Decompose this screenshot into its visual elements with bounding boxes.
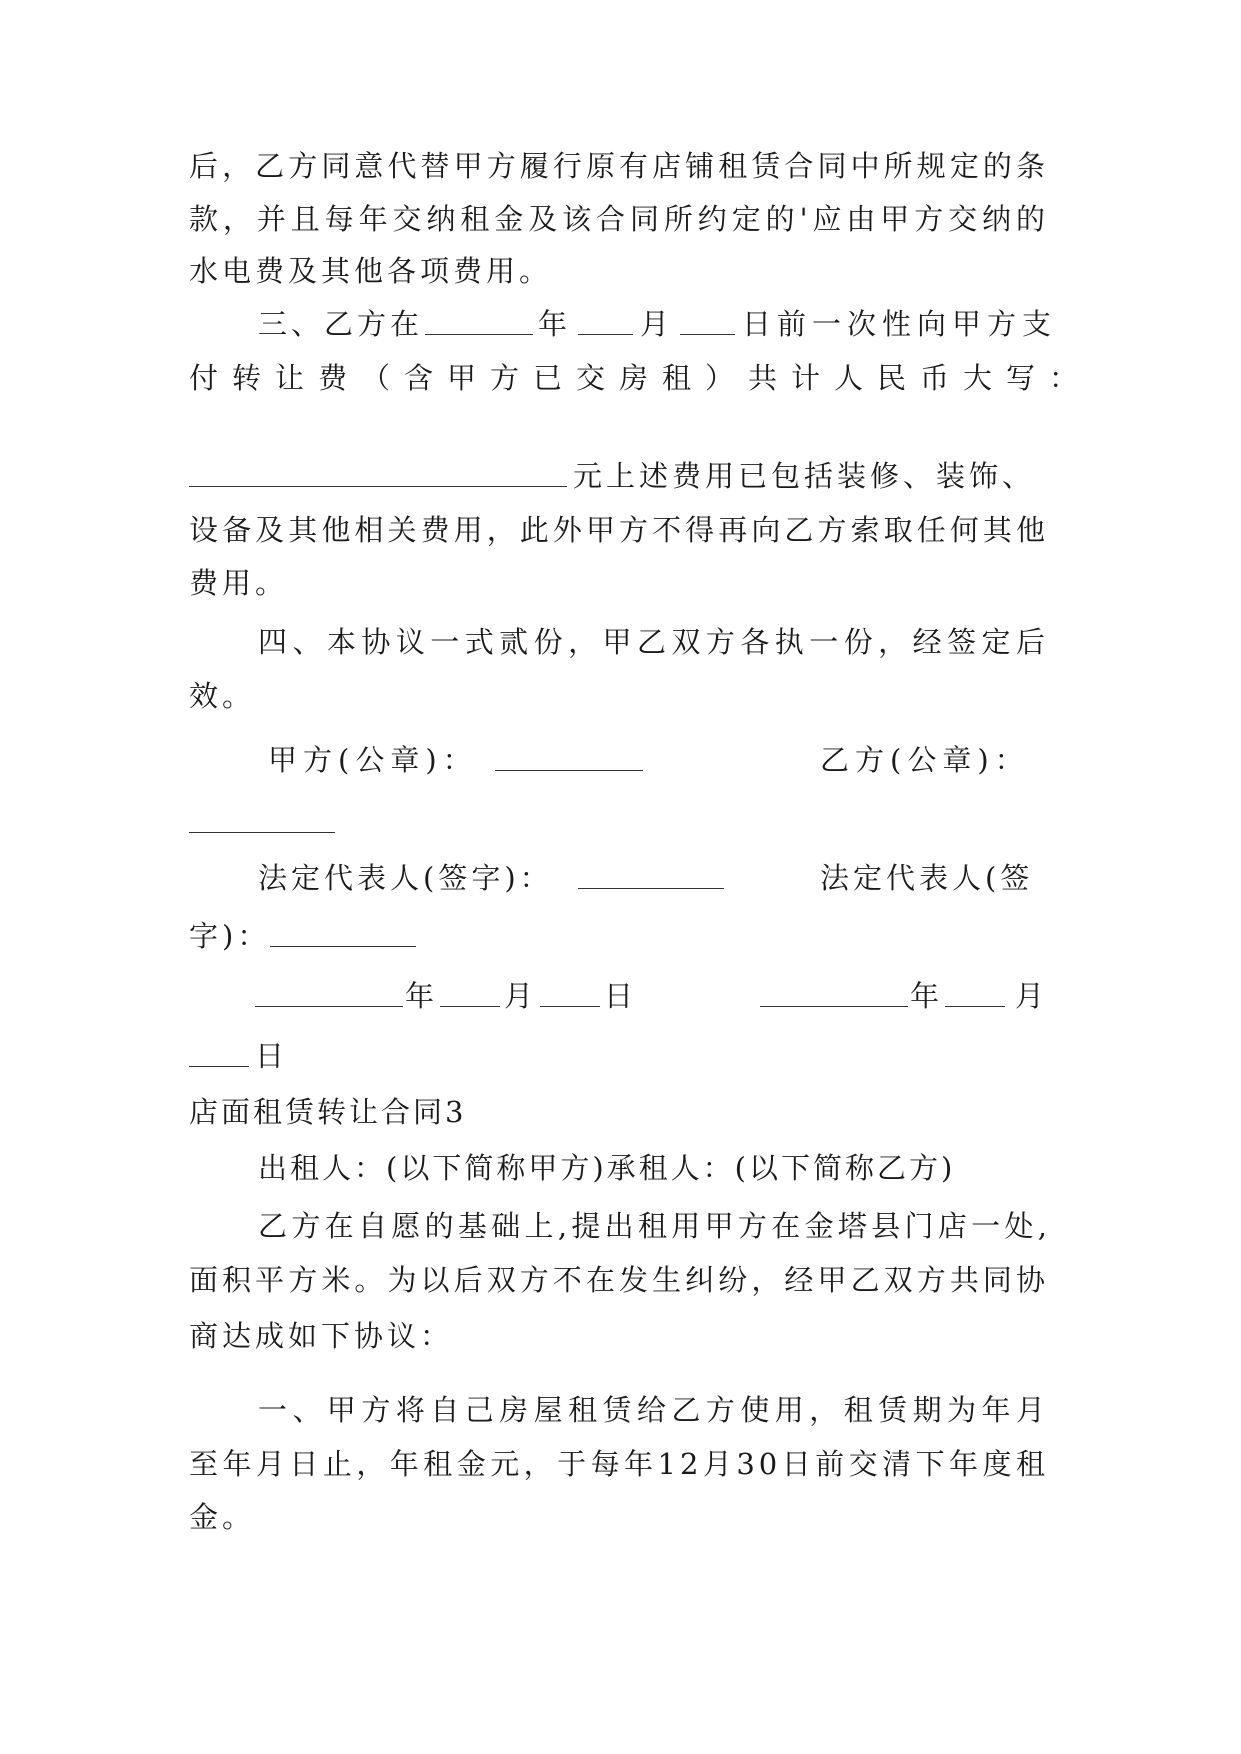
blank-line	[189, 1066, 249, 1067]
text-line: 设备及其他相关费用，此外甲方不得再向乙方索取任何其他	[189, 513, 1049, 547]
blank-line	[680, 334, 735, 335]
text-line: 四、本协议一式贰份，甲乙双方各执一份，经签定后	[258, 625, 1049, 659]
blank-line	[945, 1006, 1005, 1007]
blank-line	[255, 1006, 403, 1007]
text-fragment: 元上述费用已包括装修、装饰、	[573, 459, 1036, 493]
party-a-seal-label: 甲方(公章)：	[268, 743, 478, 777]
text-line: 费用。	[189, 566, 289, 600]
date-year-label: 年	[910, 979, 944, 1013]
text-line: 金。	[189, 1500, 256, 1534]
text-line: 商达成如下协议：	[189, 1319, 454, 1353]
blank-line	[270, 946, 416, 947]
blank-line	[425, 334, 533, 335]
section-heading: 店面租赁转让合同3	[189, 1095, 467, 1129]
blank-line	[578, 334, 633, 335]
blank-line	[578, 888, 724, 889]
blank-line	[495, 770, 643, 771]
blank-line	[440, 1006, 500, 1007]
date-day-label: 日	[255, 1039, 289, 1073]
party-b-seal-label: 乙方(公章)：	[820, 743, 1030, 777]
blank-line	[189, 832, 335, 833]
date-day-label: 日	[604, 979, 638, 1013]
text-fragment: 年	[538, 307, 572, 341]
text-line: 一、甲方将自己房屋租赁给乙方使用，租赁期为年月	[258, 1393, 1049, 1427]
text-fragment: 字)：	[189, 919, 271, 953]
blank-line	[760, 1006, 908, 1007]
date-month-label: 月	[1015, 979, 1049, 1013]
text-line: 面积平方米。为以后双方不在发生纠纷，经甲乙双方共同协	[189, 1263, 1049, 1297]
text-line: 后，乙方同意代替甲方履行原有店铺租赁合同中所规定的条	[189, 149, 1049, 183]
text-fragment: 日前一次性向甲方支	[742, 307, 1058, 341]
date-month-label: 月	[504, 979, 538, 1013]
text-fragment: 月	[640, 307, 674, 341]
blank-line	[540, 1006, 600, 1007]
text-line: 付转让费（含甲方已交房租）共计人民币大写：	[189, 361, 1093, 395]
text-line: 乙方在自愿的基础上,提出租用甲方在金塔县门店一处,	[258, 1209, 1049, 1243]
blank-line	[189, 486, 567, 487]
text-line: 至年月日止，年租金元，于每年12月30日前交清下年度租	[189, 1447, 1049, 1481]
party-b-representative-label: 法定代表人(签	[820, 861, 1034, 895]
text-line: 款，并且每年交纳租金及该合同所约定的'应由甲方交纳的	[189, 202, 1049, 236]
date-year-label: 年	[405, 979, 439, 1013]
text-line: 出租人：(以下简称甲方)承租人：(以下简称乙方)	[258, 1151, 956, 1185]
text-line: 水电费及其他各项费用。	[189, 254, 553, 288]
clause-three-start: 三、乙方在	[258, 307, 424, 341]
party-a-representative-label: 法定代表人(签字)：	[258, 861, 553, 895]
text-line: 效。	[189, 679, 256, 713]
